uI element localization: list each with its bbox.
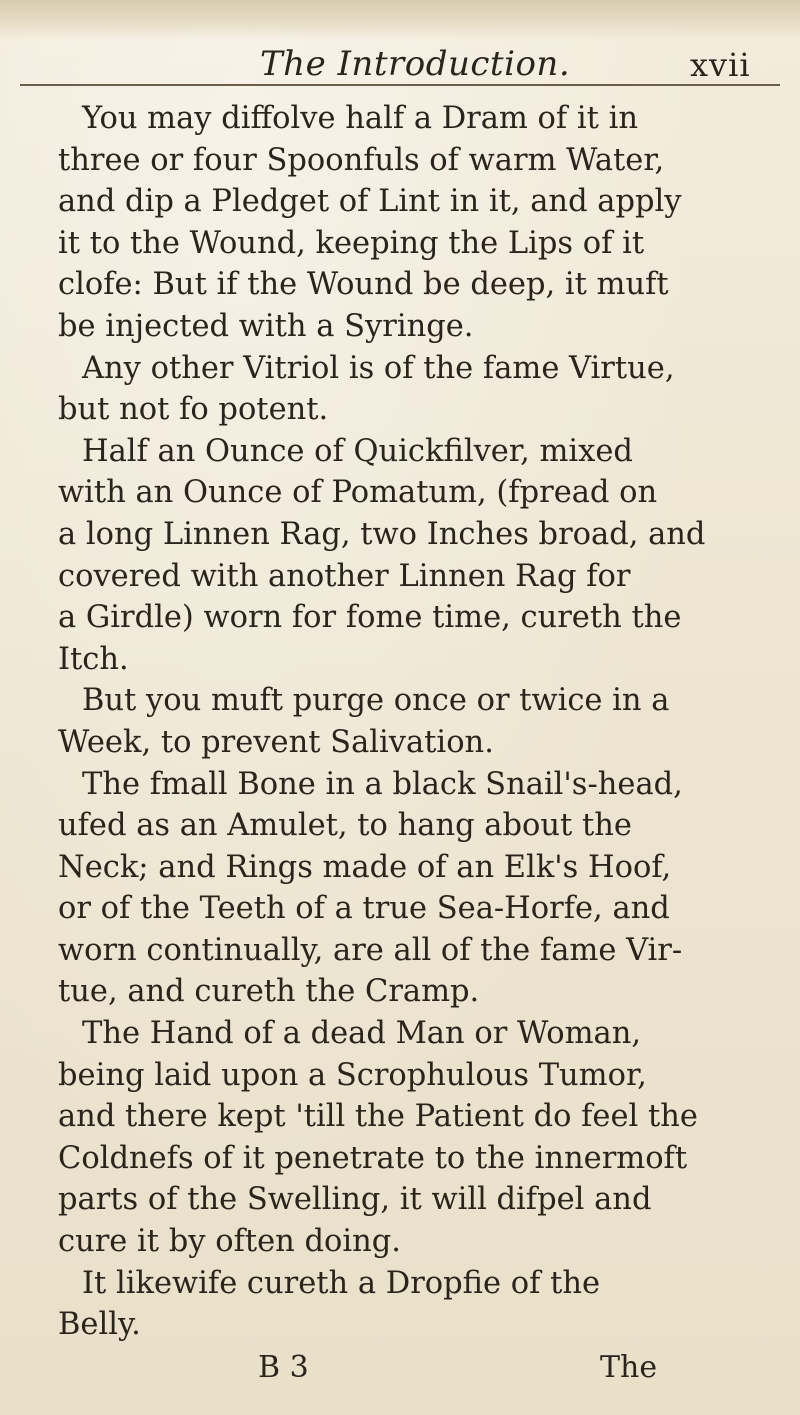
text-line: and dip a Pledget of Lint in it, and apply xyxy=(58,184,682,220)
body-text xyxy=(58,98,748,1346)
text-line: with an Ounce of Pomatum, (fpread on xyxy=(58,475,658,511)
text-line: Belly. xyxy=(58,1307,141,1343)
text-line: The Hand of a dead Man or Woman, xyxy=(82,1016,642,1052)
paragraph xyxy=(58,764,748,1014)
running-head-title: The Introduction. xyxy=(260,44,571,84)
text-line: or of the Teeth of a true Sea-Horfe, and xyxy=(58,891,670,927)
text-line: but not fo potent. xyxy=(58,392,329,428)
paragraph xyxy=(58,680,748,763)
text-line: covered with another Linnen Rag for xyxy=(58,558,631,594)
text-line: Neck; and Rings made of an Elk's Hoof, xyxy=(58,849,672,885)
text-line: clofe: But if the Wound be deep, it muft xyxy=(58,267,669,303)
text-line: Coldnefs of it penetrate to the innermoft xyxy=(58,1140,688,1176)
text-line: be injected with a Syringe. xyxy=(58,308,474,344)
text-line: Any other Vitriol is of the fame Virtue, xyxy=(82,350,675,386)
text-line: worn continually, are all of the fame Vir- xyxy=(58,932,683,968)
text-line: You may diffolve half a Dram of it in xyxy=(82,101,638,136)
text-line: But you muft purge once or twice in a xyxy=(82,683,670,719)
page-top-edge xyxy=(0,0,800,40)
paragraph xyxy=(58,348,748,431)
text-line: Week, to prevent Salivation. xyxy=(58,724,494,760)
paragraph xyxy=(58,1013,748,1263)
text-line: Itch. xyxy=(58,641,129,677)
paragraph xyxy=(58,431,748,681)
text-line: and there kept 'till the Patient do feel the xyxy=(58,1099,698,1135)
text-line: ufed as an Amulet, to hang about the xyxy=(58,808,632,844)
text-line: three or four Spoonfuls of warm Water, xyxy=(58,142,665,178)
text-line: a Girdle) worn for fome time, cureth the xyxy=(58,600,682,636)
text-line: Half an Ounce of Quickfilver, mixed xyxy=(82,433,633,469)
text-line: a long Linnen Rag, two Inches broad, and xyxy=(58,516,706,552)
text-line: The fmall Bone in a black Snail's-head, xyxy=(82,766,683,802)
text-line: tue, and cureth the Cramp. xyxy=(58,974,480,1010)
page-number: xvii xyxy=(690,46,751,84)
header-rule xyxy=(20,84,780,86)
text-line: it to the Wound, keeping the Lips of it xyxy=(58,225,645,261)
text-line: being laid upon a Scrophulous Tumor, xyxy=(58,1057,647,1093)
signature-mark: B 3 xyxy=(258,1350,309,1385)
paragraph xyxy=(58,1263,748,1346)
catchword: The xyxy=(600,1350,658,1385)
page-footer xyxy=(0,1350,800,1400)
text-line: cure it by often doing. xyxy=(58,1224,402,1260)
paragraph xyxy=(58,98,748,348)
running-head xyxy=(0,44,800,84)
text-line: It likewife cureth a Dropfie of the xyxy=(82,1265,601,1301)
text-line: parts of the Swelling, it will difpel and xyxy=(58,1182,652,1218)
